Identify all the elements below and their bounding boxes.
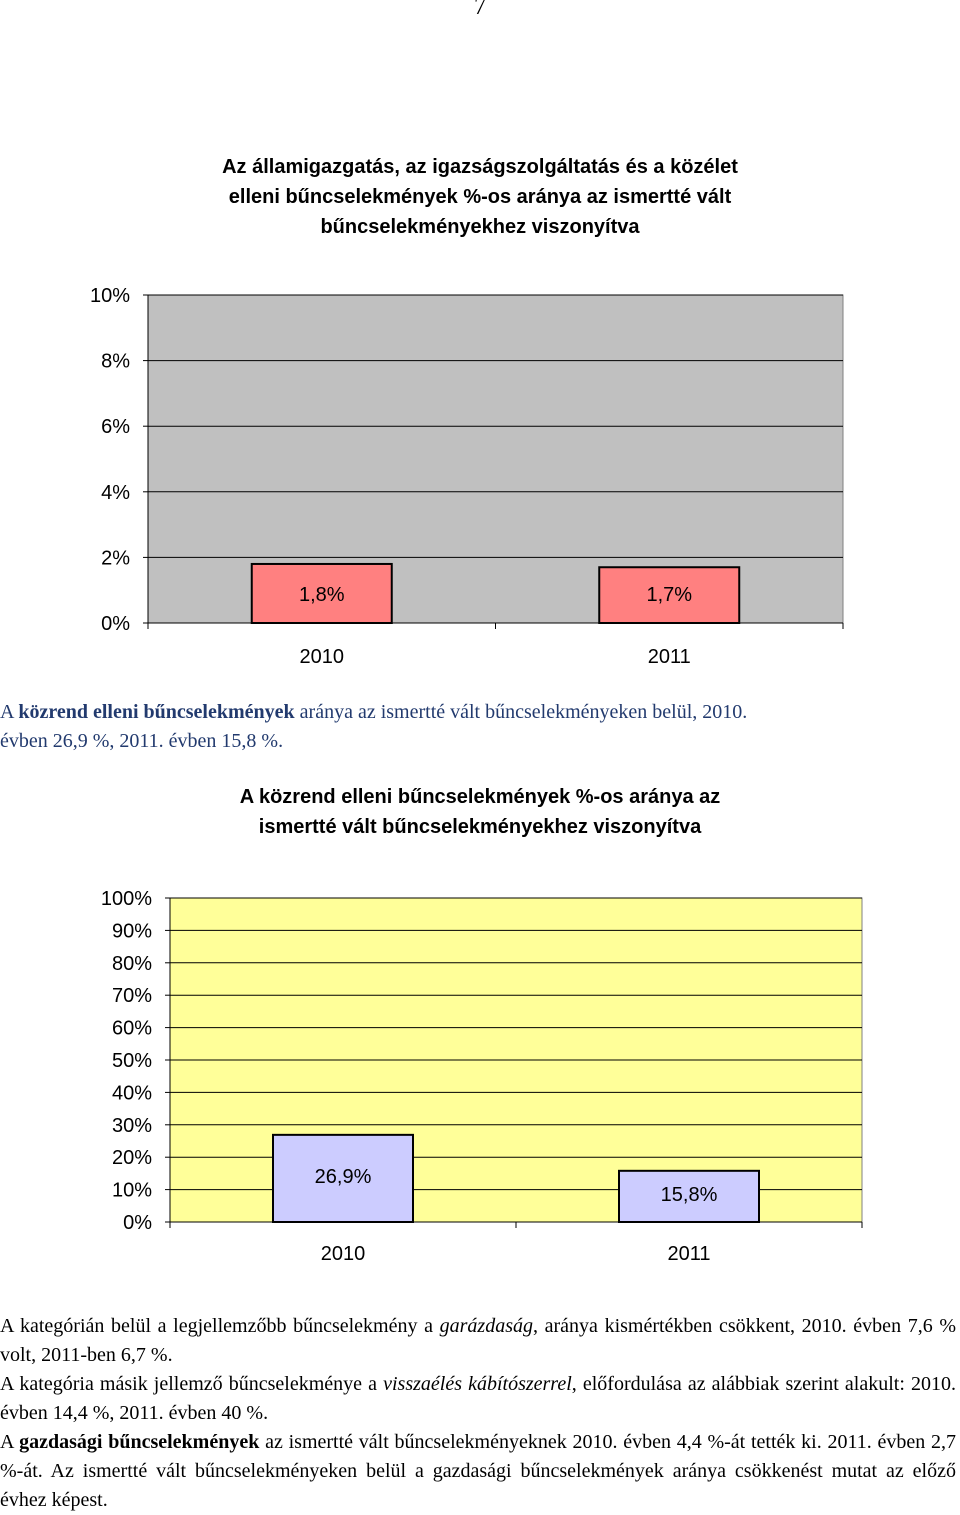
paragraph-text: aránya az ismertté vált bűncselekményeken belül, 2010. [294,701,748,723]
chart1-title-line: bűncselekményekhez viszonyítva [320,216,640,238]
chart2-y-tick-label: 50% [111,1050,152,1072]
chart2-y-tick-label: 40% [111,1082,152,1105]
chart2-y-tick-label: 90% [111,920,152,943]
chart1-y-tick-label: 4% [101,481,130,504]
chart2-y-tick-label: 30% [111,1114,152,1137]
chart1-category-label: 2010 [299,646,344,668]
paragraph-sentence [0,1370,956,1428]
paragraph-bold-term: közrend elleni bűncselekmények [18,701,295,723]
chart1-data-label: 1,8% [298,584,345,606]
chart2-title [0,782,960,842]
page-number: 7 [474,0,486,20]
paragraph-text: A kategórián belül a legjellemzőbb bűncselekmény a [0,1315,440,1337]
paragraph-italic-term: garázdaság [439,1315,533,1337]
chart1-y-tick-label: 2% [101,547,130,570]
chart2-y-tick-label: 0% [123,1212,152,1234]
chart2-y-tick-label: 10% [111,1179,152,1202]
chart1-svg [0,270,960,670]
paragraph-public-order [0,698,956,756]
paragraph-text: , aránya kismértékben csökkent, 2010. évben 7,6 % volt, 2011-ben 6,7 %. [0,1315,956,1366]
paragraph-categories [0,1312,956,1515]
chart2-y-tick-label: 60% [111,1017,152,1040]
chart2-title-line: ismertté vált bűncselekményekhez viszonyítva [258,816,702,838]
chart1-title [0,152,960,242]
chart2-y-tick-label: 20% [111,1147,152,1170]
paragraph-sentence [0,1312,956,1370]
paragraph-text: A [0,701,19,723]
paragraph-sentence [0,1428,956,1515]
chart2-title-line: A közrend elleni bűncselekmények %-os aránya az [239,786,721,808]
paragraph-text: évben 26,9 %, 2011. évben 15,8 %. [0,730,284,752]
paragraph-italic-term: visszaélés kábítószerrel [383,1373,572,1395]
chart2-data-label: 15,8% [660,1184,718,1206]
chart1-y-tick-label: 0% [101,613,130,635]
chart1-y-tick-label: 6% [101,416,130,439]
chart1-title-line: elleni bűncselekmények %-os aránya az ismertté vált [228,186,732,208]
chart1-y-tick-label: 8% [101,350,130,373]
chart2-category-label: 2011 [667,1243,711,1265]
paragraph-text: az ismertté vált bűncselekményeknek 2010. évben 4,4 %-át tették ki. 2011. évben 2,7 %-át. Az ismertté vált bűncselekményeken belül a gazdasági bűncselekmények aránya csökkenést mutat az előző évhez képest. [0,1431,957,1511]
chart2-category-label: 2010 [320,1243,366,1265]
chart2-y-tick-label: 80% [111,952,152,975]
chart2-data-label: 26,9% [314,1166,372,1188]
paragraph-bold-term: gazdasági bűncselekmények [19,1431,260,1453]
chart1-data-label: 1,7% [646,584,693,606]
chart2-y-tick-label: 70% [111,985,152,1008]
paragraph-text: , előfordulása az alábbiak szerint alakult: 2010. évben 14,4 %, 2011. évben 40 %. [0,1373,956,1424]
chart2-svg [0,880,960,1280]
paragraph-text: A [0,1431,20,1453]
chart1-y-tick-label: 10% [89,285,130,307]
chart1-category-label: 2011 [647,646,691,668]
chart2-y-tick-label: 100% [100,888,152,910]
paragraph-text: A kategória másik jellemző bűncselekménye a [0,1373,384,1395]
chart1-title-line: Az államigazgatás, az igazságszolgáltatás és a közélet [222,156,738,178]
